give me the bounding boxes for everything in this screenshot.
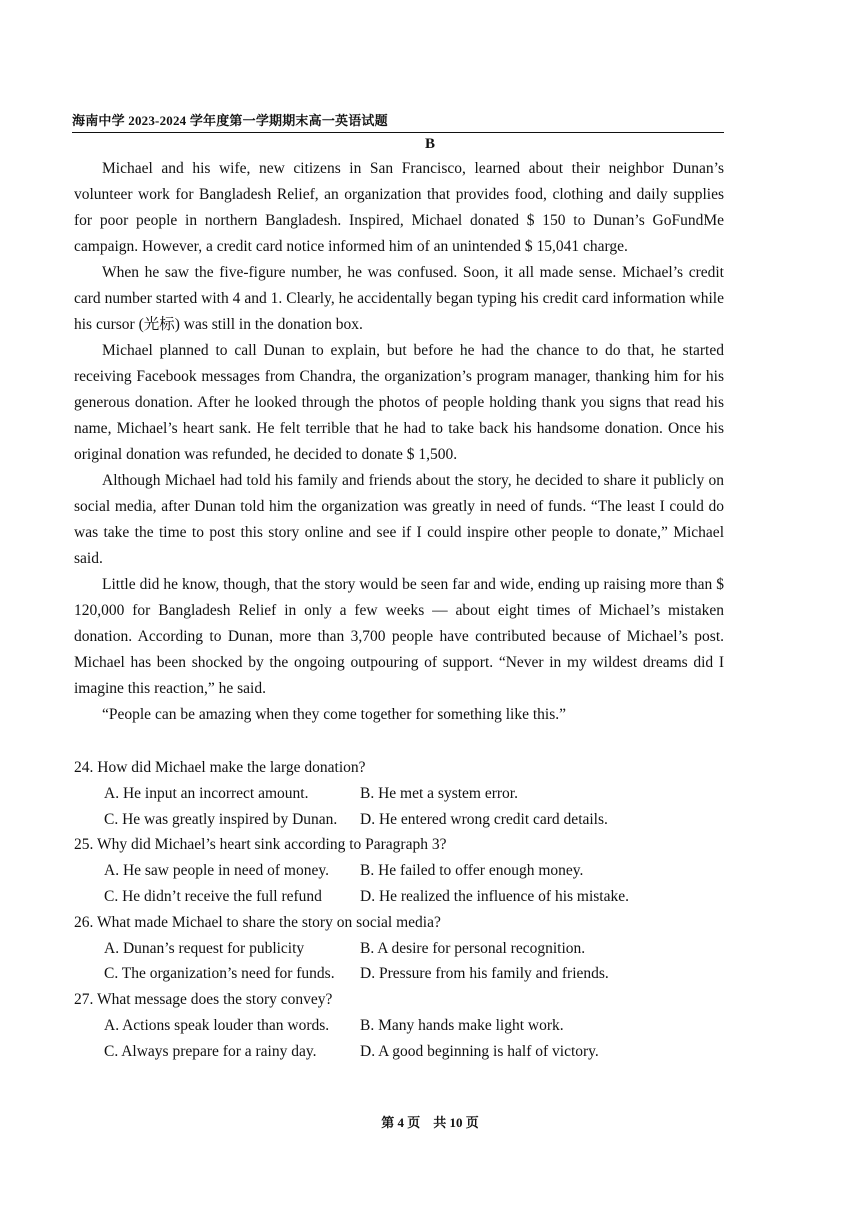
option-row xyxy=(74,1039,724,1065)
paragraph-3: Michael planned to call Dunan to explain, but before he had the chance to do that, he started receiving Facebook messages from Chandra, the organization’s program manager, thanking him for his generous donation. After he looked through the photos of people holding thank you signs that read his name, Michael’s heart sank. He felt terrible that he had to take back his handsome donation. Once his original donation was refunded, he decided to donate $ 1,500. xyxy=(74,342,724,463)
option-a: A. He saw people in need of money. xyxy=(104,862,329,880)
option-c: C. He didn’t receive the full refund xyxy=(104,887,322,905)
option-row xyxy=(74,961,724,987)
option-b: B. A desire for personal recognition. xyxy=(360,939,586,957)
option-a: A. Actions speak louder than words. xyxy=(104,1016,330,1034)
page-number: 第 4 页 共 10 页 xyxy=(381,1115,479,1130)
question-stem: 25. Why did Michael’s heart sink according to Paragraph 3? xyxy=(74,836,447,854)
question-stem: 24. How did Michael make the large donation? xyxy=(74,759,366,776)
paragraph-6: “People can be amazing when they come together for something like this.” xyxy=(102,706,566,723)
paragraph-5: Little did he know, though, that the story would be seen far and wide, ending up raising more than $ 120,000 for Bangladesh Relief in only a few weeks — about eight times of Michael’s mistaken donation. According to Dunan, more than 3,700 people have contributed because of Michael’s post. Michael has been shocked by the ongoing outpouring of support. “Never in my wildest dreams did I imagine this reaction,” he said. xyxy=(74,576,724,697)
option-d: D. He realized the influence of his mistake. xyxy=(360,887,629,905)
reading-passage xyxy=(74,156,724,728)
question-26 xyxy=(74,910,724,987)
question-24 xyxy=(74,755,724,832)
question-list xyxy=(74,755,724,1065)
option-row xyxy=(74,884,724,910)
option-row xyxy=(74,858,724,884)
paragraph-4: Although Michael had told his family and friends about the story, he decided to share it publicly on social media, after Dunan told him the organization was greatly in need of funds. “The least I could do was take the time to post this story online and see if I could inspire other people to donate,” Michael said. xyxy=(74,472,724,567)
option-a: A. He input an incorrect amount. xyxy=(104,784,309,802)
question-25 xyxy=(74,832,724,909)
option-c: C. Always prepare for a rainy day. xyxy=(104,1042,317,1060)
option-c: C. He was greatly inspired by Dunan. xyxy=(104,810,338,828)
option-b: B. He failed to offer enough money. xyxy=(360,862,584,880)
option-b: B. Many hands make light work. xyxy=(360,1016,564,1034)
option-row xyxy=(74,1013,724,1039)
option-d: D. A good beginning is half of victory. xyxy=(360,1042,599,1060)
question-stem: 27. What message does the story convey? xyxy=(74,991,333,1009)
option-a: A. Dunan’s request for publicity xyxy=(104,939,305,957)
option-row xyxy=(74,781,724,807)
option-row xyxy=(74,936,724,962)
option-c: C. The organization’s need for funds. xyxy=(104,965,335,983)
question-27 xyxy=(74,987,724,1064)
exam-header: 海南中学 2023-2024 学年度第一学期期末高一英语试题 xyxy=(72,110,724,133)
option-d: D. Pressure from his family and friends. xyxy=(360,965,609,983)
section-title: B xyxy=(424,136,435,152)
paragraph-1: Michael and his wife, new citizens in San Francisco, learned about their neighbor Dunan’s volunteer work for Bangladesh Relief, an organization that provides food, clothing and daily supplies for poor people in northern Bangladesh. Inspired, Michael donated $ 150 to Dunan’s GoFundMe campaign. However, a credit card notice informed him of an unintended $ 15,041 charge. xyxy=(74,160,724,255)
option-row xyxy=(74,807,724,833)
question-stem: 26. What made Michael to share the story on social media? xyxy=(74,913,441,931)
option-d: D. He entered wrong credit card details. xyxy=(360,810,608,828)
paragraph-2: When he saw the five-figure number, he was confused. Soon, it all made sense. Michael’s credit card number started with 4 and 1. Clearly, he accidentally began typing his credit card information while his cursor (光标) was still in the donation box. xyxy=(74,264,724,333)
option-b: B. He met a system error. xyxy=(360,784,518,802)
